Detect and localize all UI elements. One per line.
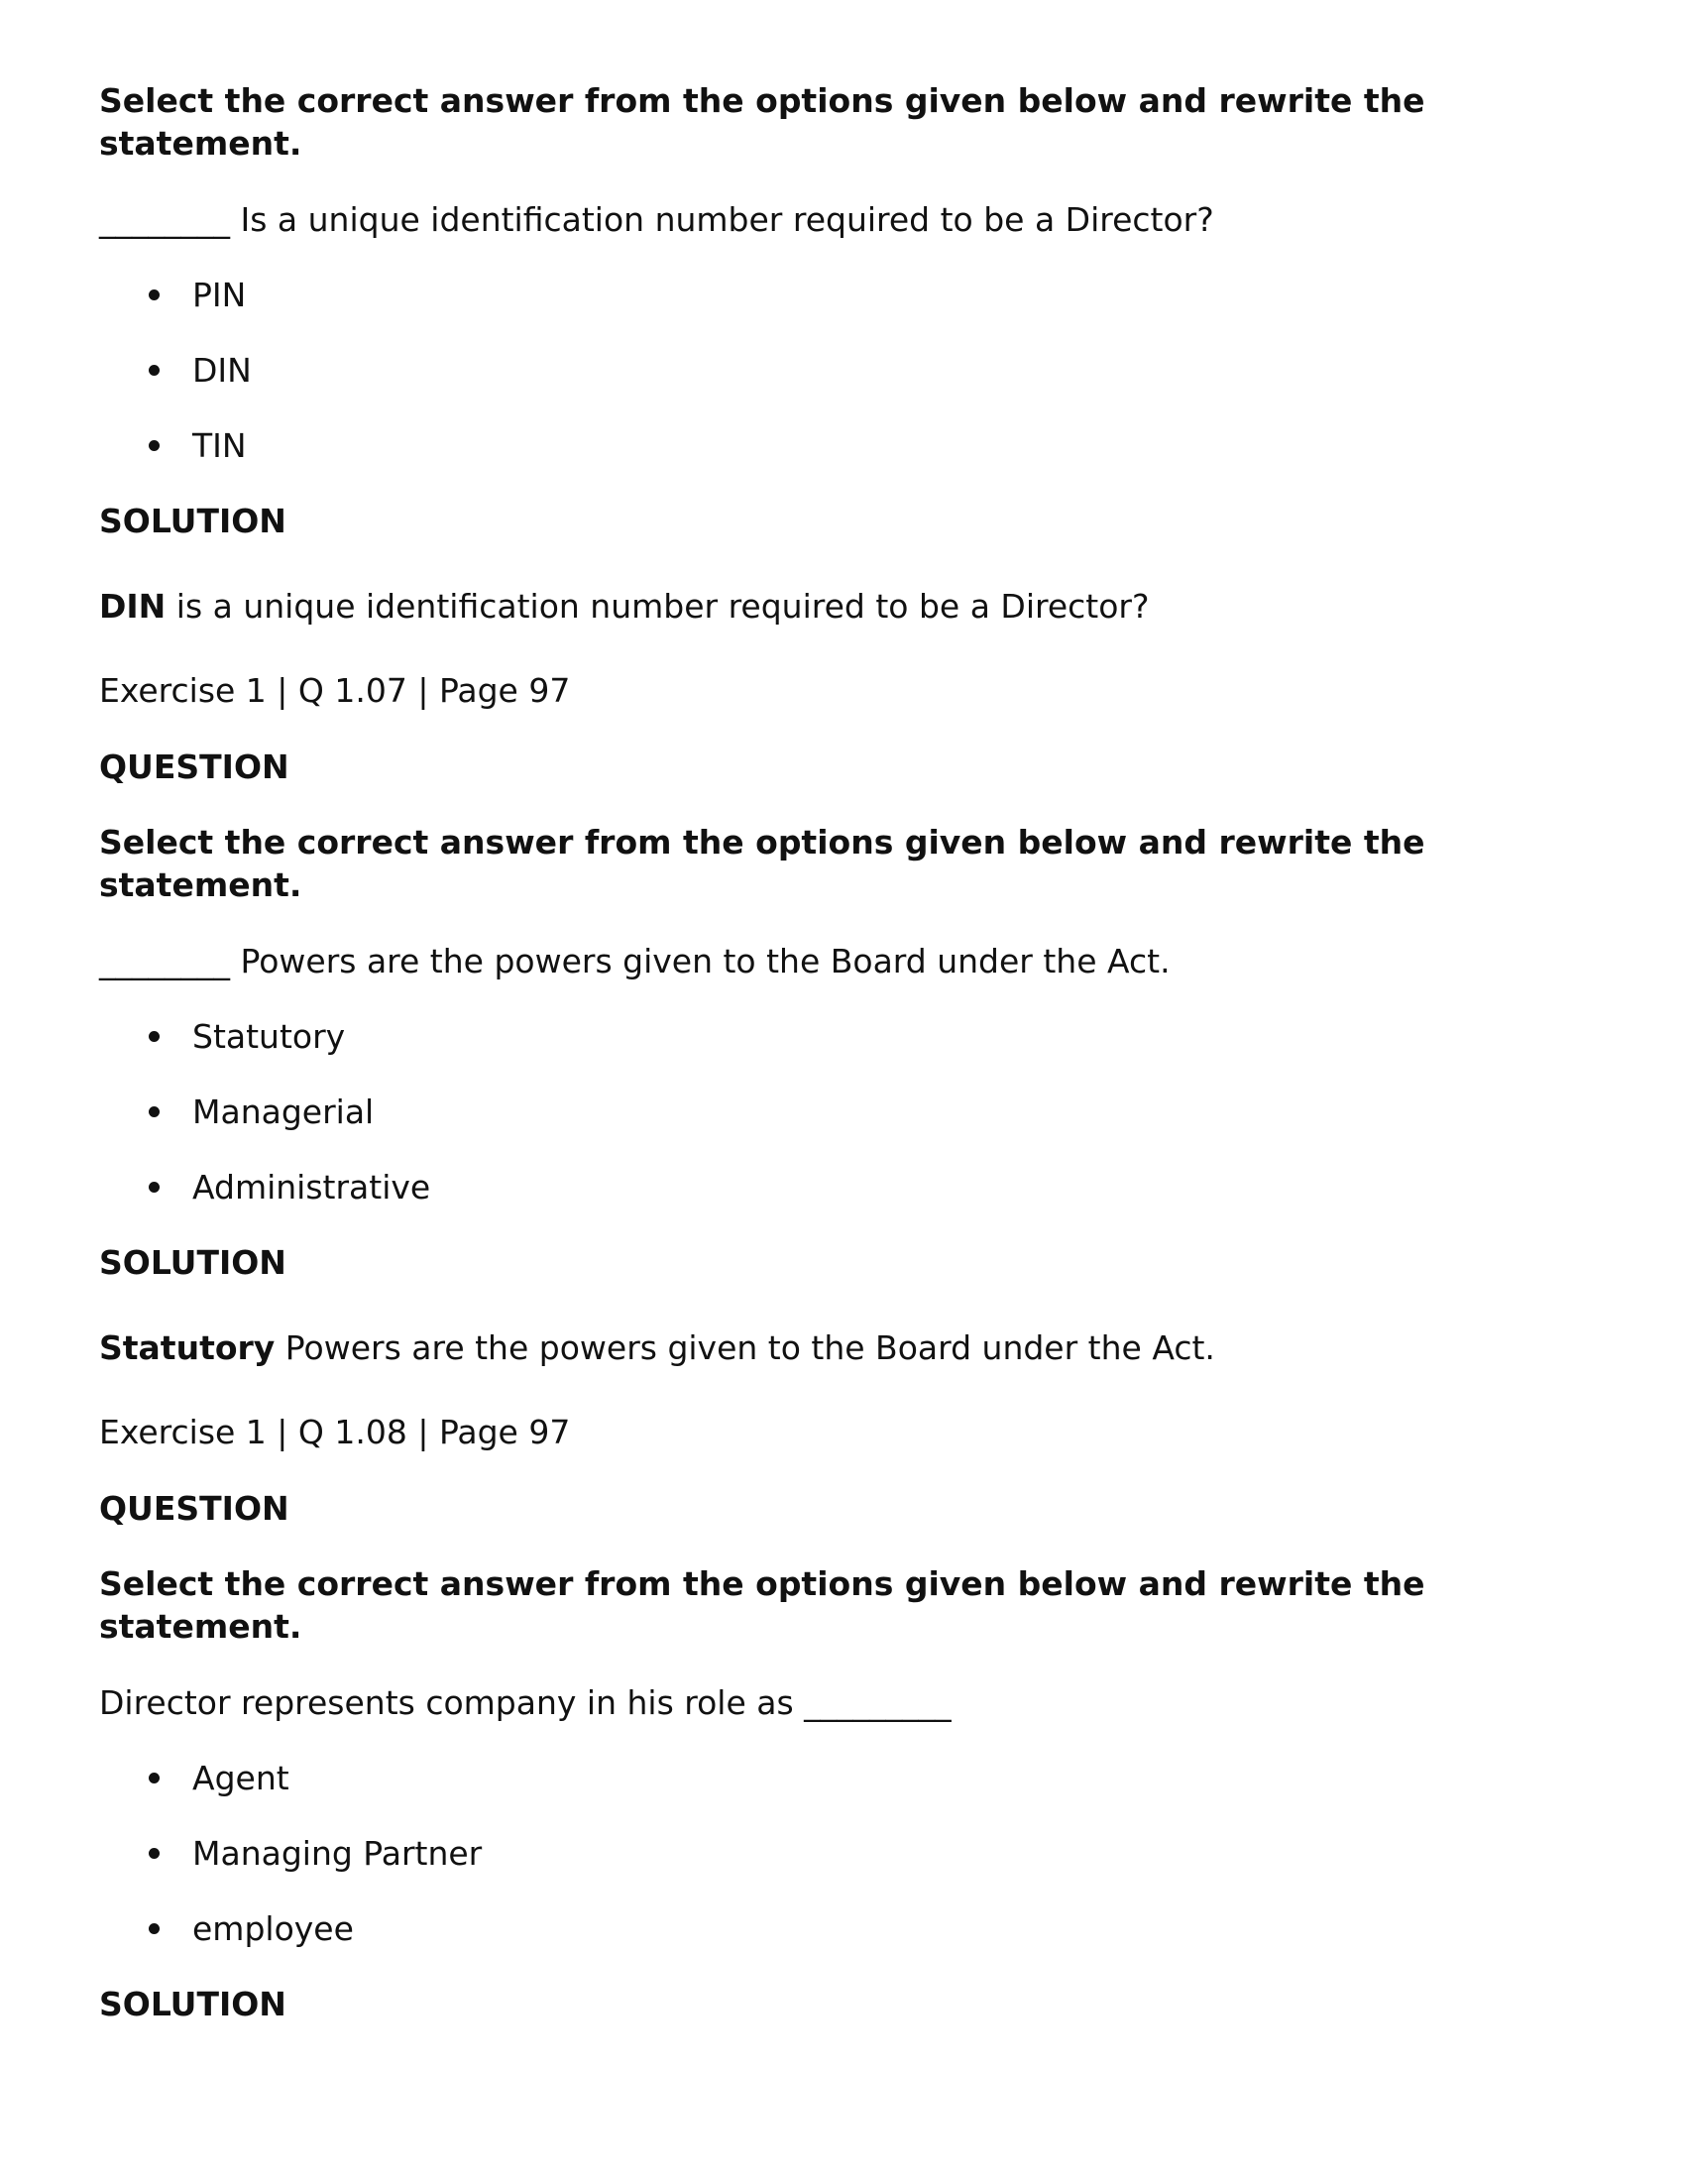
solution-heading: SOLUTION — [99, 502, 286, 540]
instruction-line-1: Select the correct answer from the options given below and rewrite the — [99, 1564, 1425, 1603]
option-item: Managerial — [192, 1092, 375, 1131]
option-item: PIN — [192, 276, 247, 314]
answer-text: Powers are the powers given to the Board under the Act. — [275, 1328, 1215, 1367]
bullet-icon — [149, 1923, 160, 1934]
exercise-reference: Exercise 1 | Q 1.08 | Page 97 — [99, 1413, 571, 1451]
question-heading: QUESTION — [99, 747, 289, 786]
answer-text: is a unique identification number required to be a Director? — [166, 587, 1150, 626]
question-text: ________ Is a unique identification number required to be a Director? — [99, 200, 1214, 239]
solution-heading: SOLUTION — [99, 1243, 286, 1282]
solution-answer — [99, 1326, 1215, 1369]
bullet-icon — [149, 1848, 160, 1859]
bullet-icon — [149, 365, 160, 376]
answer-highlight: DIN — [99, 587, 167, 626]
bullet-icon — [149, 1106, 160, 1117]
question-text: Director represents company in his role as _________ — [99, 1683, 952, 1722]
instruction-line-2: statement. — [99, 124, 302, 163]
option-item: Statutory — [192, 1017, 346, 1056]
option-item: employee — [192, 1909, 354, 1948]
solution-heading: SOLUTION — [99, 1985, 286, 2023]
instruction-line-2: statement. — [99, 865, 302, 904]
option-item: TIN — [192, 426, 247, 465]
instruction-line-1: Select the correct answer from the options given below and rewrite the — [99, 823, 1425, 862]
solution-answer — [99, 585, 1150, 628]
exercise-reference: Exercise 1 | Q 1.07 | Page 97 — [99, 671, 571, 710]
bullet-icon — [149, 1773, 160, 1783]
bullet-icon — [149, 1031, 160, 1042]
bullet-icon — [149, 1182, 160, 1193]
bullet-icon — [149, 440, 160, 451]
option-item: DIN — [192, 351, 252, 390]
question-text: ________ Powers are the powers given to the Board under the Act. — [99, 942, 1171, 980]
question-heading: QUESTION — [99, 1489, 289, 1528]
option-item: Agent — [192, 1759, 289, 1797]
answer-highlight: Statutory — [99, 1328, 276, 1367]
option-item: Administrative — [192, 1168, 431, 1207]
instruction-line-2: statement. — [99, 1607, 302, 1646]
option-item: Managing Partner — [192, 1834, 483, 1873]
instruction-line-1: Select the correct answer from the options given below and rewrite the — [99, 81, 1425, 120]
bullet-icon — [149, 289, 160, 300]
